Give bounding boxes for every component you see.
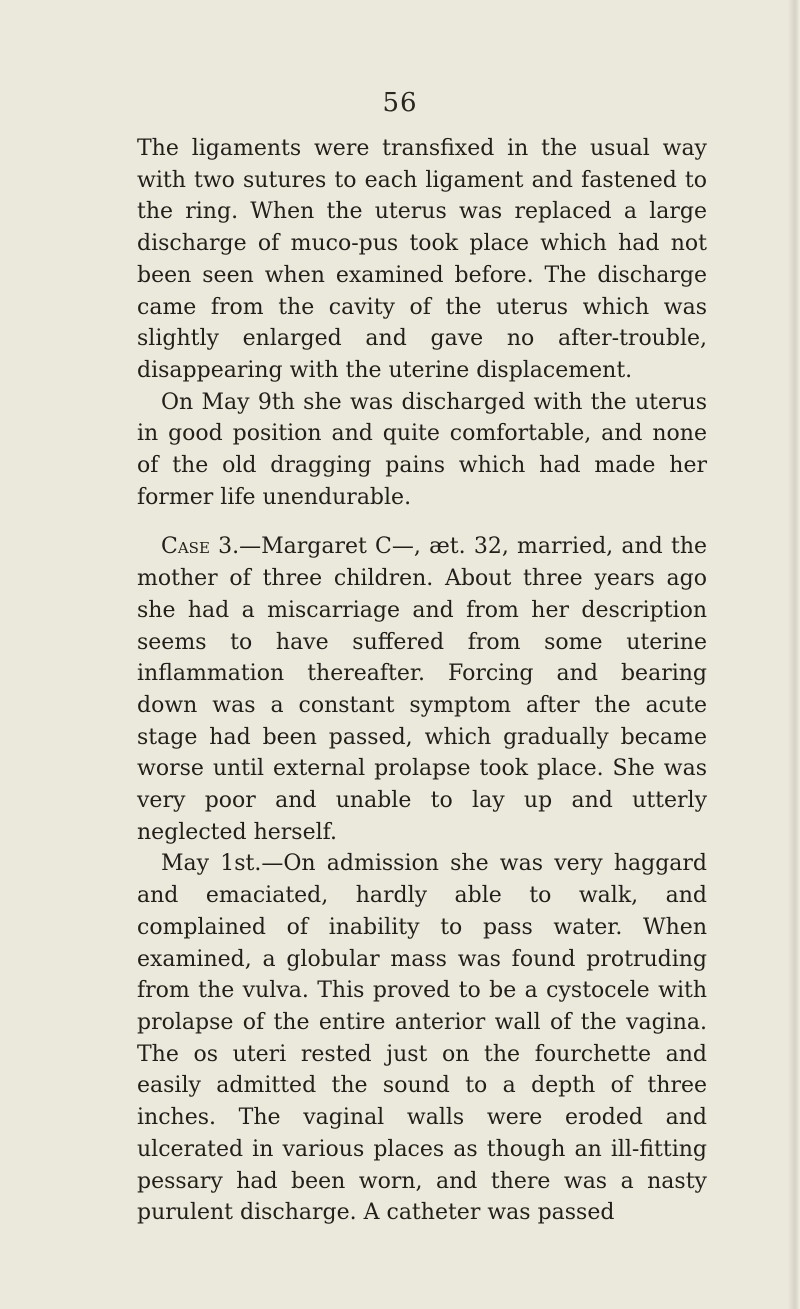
body-text bbox=[137, 133, 707, 1229]
paragraph-text: The ligaments were transfixed in the usual way with two sutures to each ligament and fastened to the ring. When the uterus was replaced a large discharge of muco-pus took place which had not been seen when examined before. The discharge came from the cavity of the uterus which was slightly enlarged and gave no after-trouble, disappearing with the uterine displacement. bbox=[137, 136, 707, 383]
page-number: 56 bbox=[382, 88, 418, 118]
paragraph-text: May 1st.—On admission she was very haggard and emaciated, hardly able to walk, and complained of inability to pass water. When examined, a globular mass was found protruding from the vulva. This proved to be a cystocele with prolapse of the entire anterior wall of the vagina. The os uteri rested just on the fourchette and easily admitted the sound to a depth of three inches. The vaginal walls were eroded and ulcerated in various places as though an ill-fitting pessary had been worn, and there was a nasty purulent discharge. A catheter was passed bbox=[137, 851, 707, 1226]
page-edge-shadow bbox=[788, 0, 800, 1309]
paragraph-text: On May 9th she was discharged with the uterus in good position and quite comfortable, and none of the old dragging pains which had made her former life unendurable. bbox=[137, 389, 707, 510]
paragraph-4 bbox=[137, 848, 707, 1228]
paragraph-text: —Margaret C—, æt. 32, married, and the mother of three children. About three years ago she had a miscarriage and from her description seems to have suffered from some uterine inflammation thereafter. Forcing and bearing down was a constant symptom after the acute stage had been passed, which gradually became worse until external prolapse took place. She was very poor and unable to lay up and utterly neglected herself. bbox=[137, 534, 708, 845]
paragraph-2 bbox=[137, 387, 707, 514]
paragraph-case-3 bbox=[137, 531, 707, 848]
case-heading: Case 3. bbox=[161, 534, 240, 560]
paragraph-1 bbox=[137, 133, 707, 387]
